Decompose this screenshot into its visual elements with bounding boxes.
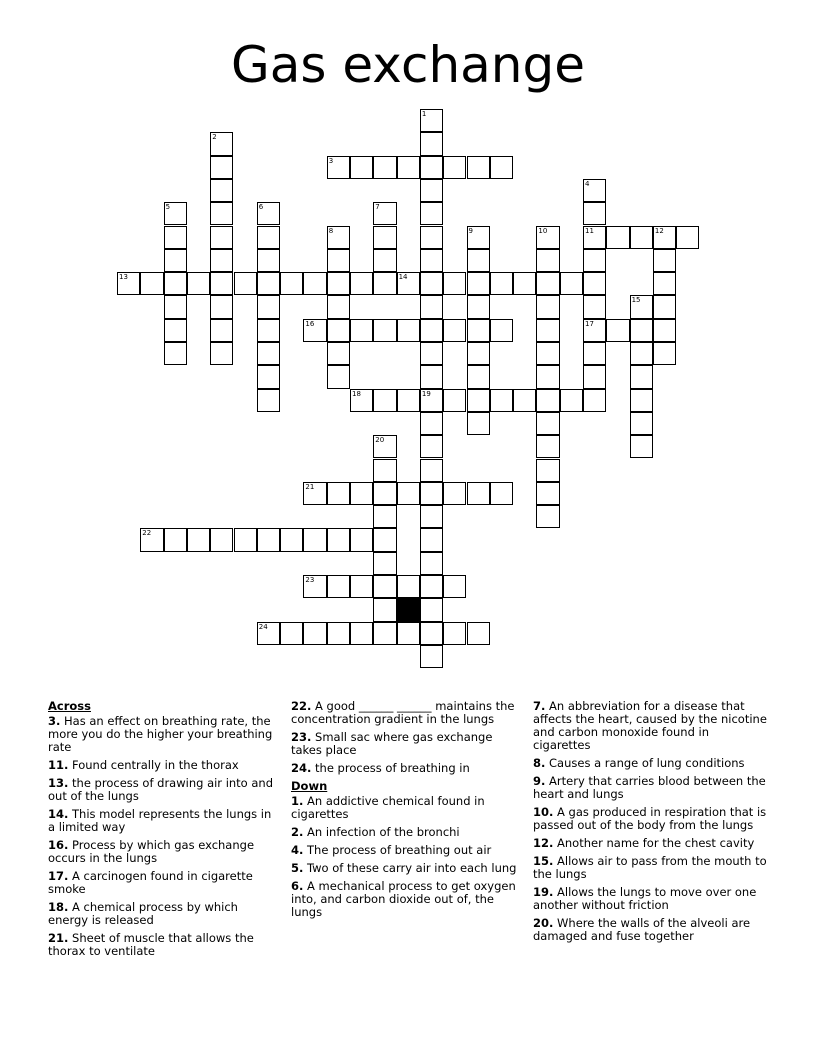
clue-text: The process of breathing out air [303,843,492,857]
grid-cell[interactable] [327,272,350,295]
clue-label: 17. [48,869,69,883]
grid-cell[interactable] [373,319,396,342]
down-clue [533,757,767,770]
grid-cell[interactable] [397,622,420,645]
down-clue [291,862,523,875]
grid-cell[interactable] [327,295,350,318]
grid-cell[interactable] [327,482,350,505]
grid-cell[interactable] [490,156,513,179]
grid-cell[interactable] [373,552,396,575]
grid-cell[interactable] [257,249,280,272]
grid-cell[interactable] [303,528,326,551]
clue-label: 20. [533,916,554,930]
down-clue [533,837,767,850]
grid-cell[interactable] [327,622,350,645]
grid-cell[interactable] [420,226,443,249]
grid-cell[interactable] [420,179,443,202]
grid-cell[interactable] [630,319,653,342]
grid-cell[interactable] [443,319,466,342]
grid-cell[interactable] [210,249,233,272]
grid-cell[interactable] [490,482,513,505]
grid-cell[interactable] [164,319,187,342]
grid-cell[interactable] [257,319,280,342]
across-clue [48,901,278,927]
grid-cell[interactable] [420,435,443,458]
clue-number: 12 [654,226,664,235]
grid-cell[interactable] [210,132,233,155]
grid-cell[interactable] [303,575,326,598]
clue-number: 13 [119,273,128,282]
across-clue [48,932,278,958]
grid-cell[interactable] [606,319,629,342]
clue-text: An abbreviation for a disease that affects the heart, caused by the nicotine and carbon monoxide found in cigarettes [533,699,767,752]
grid-cell[interactable] [467,226,490,249]
grid-cell[interactable] [420,622,443,645]
grid-cell[interactable] [490,389,513,412]
grid-cell[interactable] [536,295,559,318]
grid-cell[interactable] [373,528,396,551]
grid-cell[interactable] [187,528,210,551]
across-clue [291,762,523,775]
clue-text: Allows air to pass from the mouth to the lungs [533,854,767,881]
clue-label: 1. [291,794,304,808]
grid-cell[interactable] [350,622,373,645]
clue-label: 5. [291,861,304,875]
grid-cell[interactable] [303,319,326,342]
grid-cell[interactable] [536,365,559,388]
grid-cell[interactable] [280,272,303,295]
clue-text: the process of drawing air into and out of the lungs [48,776,274,803]
clue-number: 11 [585,226,594,235]
grid-cell[interactable] [420,598,443,621]
grid-cell[interactable] [583,202,606,225]
grid-cell[interactable] [467,412,490,435]
grid-cell[interactable] [630,342,653,365]
grid-cell[interactable] [210,226,233,249]
grid-cell[interactable] [327,365,350,388]
grid-cell[interactable] [257,528,280,551]
clue-text: Two of these carry air into each lung [303,861,517,875]
across-clue [48,808,278,834]
clue-text: This model represents the lungs in a limited way [48,807,272,834]
grid-cell[interactable] [257,342,280,365]
grid-cell[interactable] [467,622,490,645]
down-clue [291,844,523,857]
clue-text: A good ______ ______ maintains the concentration gradient in the lungs [291,699,515,726]
clue-number: 15 [631,296,641,305]
grid-cell[interactable] [630,226,653,249]
clue-number: 19 [421,389,431,398]
clue-label: 2. [291,825,304,839]
grid-cell[interactable] [630,365,653,388]
grid-cell[interactable] [513,389,536,412]
grid-cell[interactable] [443,389,466,412]
down-clue [533,886,767,912]
grid-cell[interactable] [583,389,606,412]
grid-cell[interactable] [420,482,443,505]
clue-text: Small sac where gas exchange takes place [291,730,493,757]
grid-cell[interactable] [443,622,466,645]
grid-cell[interactable] [397,575,420,598]
clue-text: the process of breathing in [311,761,470,775]
grid-cell[interactable] [373,156,396,179]
grid-cell[interactable] [257,389,280,412]
grid-cell[interactable] [257,202,280,225]
grid-cell[interactable] [467,295,490,318]
grid-cell[interactable] [420,272,443,295]
grid-cell[interactable] [560,389,583,412]
grid-cell[interactable] [653,319,676,342]
grid-cell[interactable] [536,249,559,272]
grid-cell[interactable] [420,319,443,342]
puzzle-title: Gas exchange [231,36,585,94]
grid-cell[interactable] [397,272,420,295]
grid-cell[interactable] [164,295,187,318]
grid-cell[interactable] [397,156,420,179]
grid-cell[interactable] [327,575,350,598]
grid-cell[interactable] [536,412,559,435]
grid-cell[interactable] [327,249,350,272]
grid-block [397,598,420,621]
grid-cell[interactable] [467,156,490,179]
grid-cell[interactable] [420,412,443,435]
clue-text: Found centrally in the thorax [68,758,239,772]
grid-cell[interactable] [583,249,606,272]
grid-cell[interactable] [583,179,606,202]
clue-label: 21. [48,931,69,945]
grid-cell[interactable] [467,365,490,388]
down-clue [533,700,767,752]
clue-label: 13. [48,776,69,790]
grid-cell[interactable] [164,272,187,295]
grid-cell[interactable] [210,295,233,318]
grid-cell[interactable] [187,272,210,295]
grid-cell[interactable] [280,528,303,551]
clue-column-2 [291,700,523,924]
clue-label: 14. [48,807,69,821]
clue-number: 1 [421,110,427,118]
clue-label: 3. [48,714,61,728]
grid-cell[interactable] [210,342,233,365]
grid-cell[interactable] [373,598,396,621]
grid-cell[interactable] [536,459,559,482]
clue-label: 12. [533,836,554,850]
grid-cell[interactable] [397,482,420,505]
grid-cell[interactable] [397,389,420,412]
grid-cell[interactable] [536,435,559,458]
down-clue [533,855,767,881]
grid-cell[interactable] [653,272,676,295]
grid-cell[interactable] [420,645,443,668]
grid-cell[interactable] [373,459,396,482]
grid-cell[interactable] [257,272,280,295]
grid-cell[interactable] [536,342,559,365]
grid-cell[interactable] [373,249,396,272]
grid-cell[interactable] [210,528,233,551]
grid-cell[interactable] [117,272,140,295]
grid-cell[interactable] [630,435,653,458]
clue-text: Process by which gas exchange occurs in the lungs [48,838,255,865]
grid-cell[interactable] [653,342,676,365]
grid-cell[interactable] [210,272,233,295]
clue-text: A gas produced in respiration that is passed out of the body from the lungs [533,805,767,832]
clue-label: 6. [291,879,304,893]
clue-number: 17 [585,319,594,328]
down-clue [533,917,767,943]
clue-label: 24. [291,761,312,775]
grid-cell[interactable] [350,528,373,551]
grid-cell[interactable] [583,295,606,318]
grid-cell[interactable] [536,482,559,505]
grid-cell[interactable] [443,156,466,179]
grid-cell[interactable] [420,249,443,272]
clue-number: 10 [538,226,548,235]
clue-number: 14 [398,273,408,282]
clue-column-3 [533,700,767,948]
grid-cell[interactable] [420,132,443,155]
grid-cell[interactable] [467,482,490,505]
grid-cell[interactable] [327,319,350,342]
grid-cell[interactable] [210,156,233,179]
grid-cell[interactable] [583,226,606,249]
clue-label: 10. [533,805,554,819]
clue-text: An infection of the bronchi [303,825,460,839]
clue-label: 9. [533,774,546,788]
grid-cell[interactable] [420,295,443,318]
grid-cell[interactable] [467,319,490,342]
grid-cell[interactable] [373,272,396,295]
clue-number: 3 [328,156,334,165]
grid-cell[interactable] [443,575,466,598]
grid-cell[interactable] [164,202,187,225]
clue-label: 11. [48,758,69,772]
clue-text: A chemical process by which energy is released [48,900,238,927]
grid-cell[interactable] [164,249,187,272]
clue-label: 19. [533,885,554,899]
grid-cell[interactable] [420,389,443,412]
grid-cell[interactable] [653,295,676,318]
across-clue [291,731,523,757]
grid-cell[interactable] [653,226,676,249]
grid-cell[interactable] [257,622,280,645]
clue-number: 9 [468,226,473,235]
clue-number: 2 [212,133,217,142]
grid-cell[interactable] [420,528,443,551]
clue-text: Causes a range of lung conditions [545,756,745,770]
clue-text: Where the walls of the alveoli are damaged and fuse together [533,916,751,943]
clue-label: 22. [291,699,312,713]
clue-label: 16. [48,838,69,852]
clue-text: A carcinogen found in cigarette smoke [48,869,253,896]
clue-label: 18. [48,900,69,914]
grid-cell[interactable] [164,528,187,551]
clue-heading: Across [48,699,91,713]
grid-cell[interactable] [536,226,559,249]
down-clue [533,775,767,801]
grid-cell[interactable] [606,226,629,249]
grid-cell[interactable] [420,156,443,179]
grid-cell[interactable] [350,272,373,295]
grid-cell[interactable] [303,622,326,645]
grid-cell[interactable] [303,272,326,295]
grid-cell[interactable] [257,295,280,318]
clue-label: 7. [533,699,546,713]
grid-cell[interactable] [257,226,280,249]
grid-cell[interactable] [467,249,490,272]
clue-number: 20 [375,436,385,445]
clue-text: Sheet of muscle that allows the thorax to ventilate [48,931,254,958]
across-clue [48,870,278,896]
grid-cell[interactable] [373,622,396,645]
clue-number: 6 [258,203,264,212]
clue-number: 22 [142,529,152,538]
clue-number: 23 [305,576,315,584]
grid-cell[interactable] [420,505,443,528]
grid-cell[interactable] [210,319,233,342]
across-clue [48,715,278,754]
grid-cell[interactable] [140,528,163,551]
grid-cell[interactable] [583,272,606,295]
across-clue [48,759,278,772]
grid-cell[interactable] [373,482,396,505]
grid-cell[interactable] [397,319,420,342]
clue-label: 23. [291,730,312,744]
clue-label: 15. [533,854,554,868]
clue-label: 8. [533,756,546,770]
grid-cell[interactable] [560,272,583,295]
grid-cell[interactable] [327,156,350,179]
grid-cell[interactable] [467,342,490,365]
clue-number: 24 [258,622,268,631]
grid-cell[interactable] [443,482,466,505]
grid-cell[interactable] [350,482,373,505]
grid-cell[interactable] [373,226,396,249]
grid-cell[interactable] [234,528,257,551]
clue-number: 4 [585,179,590,188]
grid-cell[interactable] [630,389,653,412]
grid-cell[interactable] [350,575,373,598]
clue-heading: Down [291,779,328,793]
across-clue [291,700,523,726]
grid-cell[interactable] [490,319,513,342]
grid-cell[interactable] [536,319,559,342]
grid-cell[interactable] [630,412,653,435]
down-clue [291,880,523,919]
grid-cell[interactable] [210,202,233,225]
clue-number: 18 [352,389,361,398]
grid-cell[interactable] [536,272,559,295]
clue-number: 7 [375,203,380,212]
grid-cell[interactable] [467,272,490,295]
grid-cell[interactable] [420,202,443,225]
grid-cell[interactable] [373,435,396,458]
grid-cell[interactable] [513,272,536,295]
grid-cell[interactable] [350,319,373,342]
grid-cell[interactable] [420,342,443,365]
grid-cell[interactable] [420,459,443,482]
grid-cell[interactable] [420,365,443,388]
grid-cell[interactable] [373,202,396,225]
clue-text: An addictive chemical found in cigarettes [291,794,485,821]
grid-cell[interactable] [630,295,653,318]
grid-cell[interactable] [280,622,303,645]
across-clue [48,777,278,803]
clue-text: A mechanical process to get oxygen into, and carbon dioxide out of, the lungs [291,879,516,919]
grid-cell[interactable] [676,226,699,249]
grid-cell[interactable] [140,272,163,295]
grid-cell[interactable] [350,156,373,179]
clue-number: 8 [328,226,334,235]
grid-cell[interactable] [420,552,443,575]
grid-cell[interactable] [257,365,280,388]
clue-number: 5 [165,203,171,212]
grid-cell[interactable] [164,226,187,249]
grid-cell[interactable] [373,505,396,528]
grid-cell[interactable] [210,179,233,202]
grid-cell[interactable] [583,319,606,342]
grid-cell[interactable] [350,389,373,412]
grid-cell[interactable] [443,272,466,295]
clue-text: Allows the lungs to move over one another without friction [533,885,757,912]
grid-cell[interactable] [373,575,396,598]
clue-column-1 [48,700,278,963]
down-clue [291,795,523,821]
grid-cell[interactable] [420,575,443,598]
clue-text: Has an effect on breathing rate, the more you do the higher your breathing rate [48,714,273,754]
grid-cell[interactable] [536,505,559,528]
grid-cell[interactable] [373,389,396,412]
grid-cell[interactable] [327,342,350,365]
clue-text: Artery that carries blood between the heart and lungs [533,774,766,801]
grid-cell[interactable] [303,482,326,505]
down-clue [533,806,767,832]
across-clue [48,839,278,865]
grid-cell[interactable] [536,389,559,412]
clue-text: Another name for the chest cavity [553,836,755,850]
clue-number: 16 [305,319,315,328]
grid-cell[interactable] [583,365,606,388]
clue-number: 21 [305,482,315,491]
clue-label: 4. [291,843,304,857]
grid-cell[interactable] [467,389,490,412]
grid-cell[interactable] [583,342,606,365]
grid-cell[interactable] [653,249,676,272]
grid-cell[interactable] [327,528,350,551]
grid-cell[interactable] [234,272,257,295]
down-clue [291,826,523,839]
grid-cell[interactable] [327,226,350,249]
grid-cell[interactable] [164,342,187,365]
grid-cell[interactable] [420,109,443,132]
grid-cell[interactable] [490,272,513,295]
